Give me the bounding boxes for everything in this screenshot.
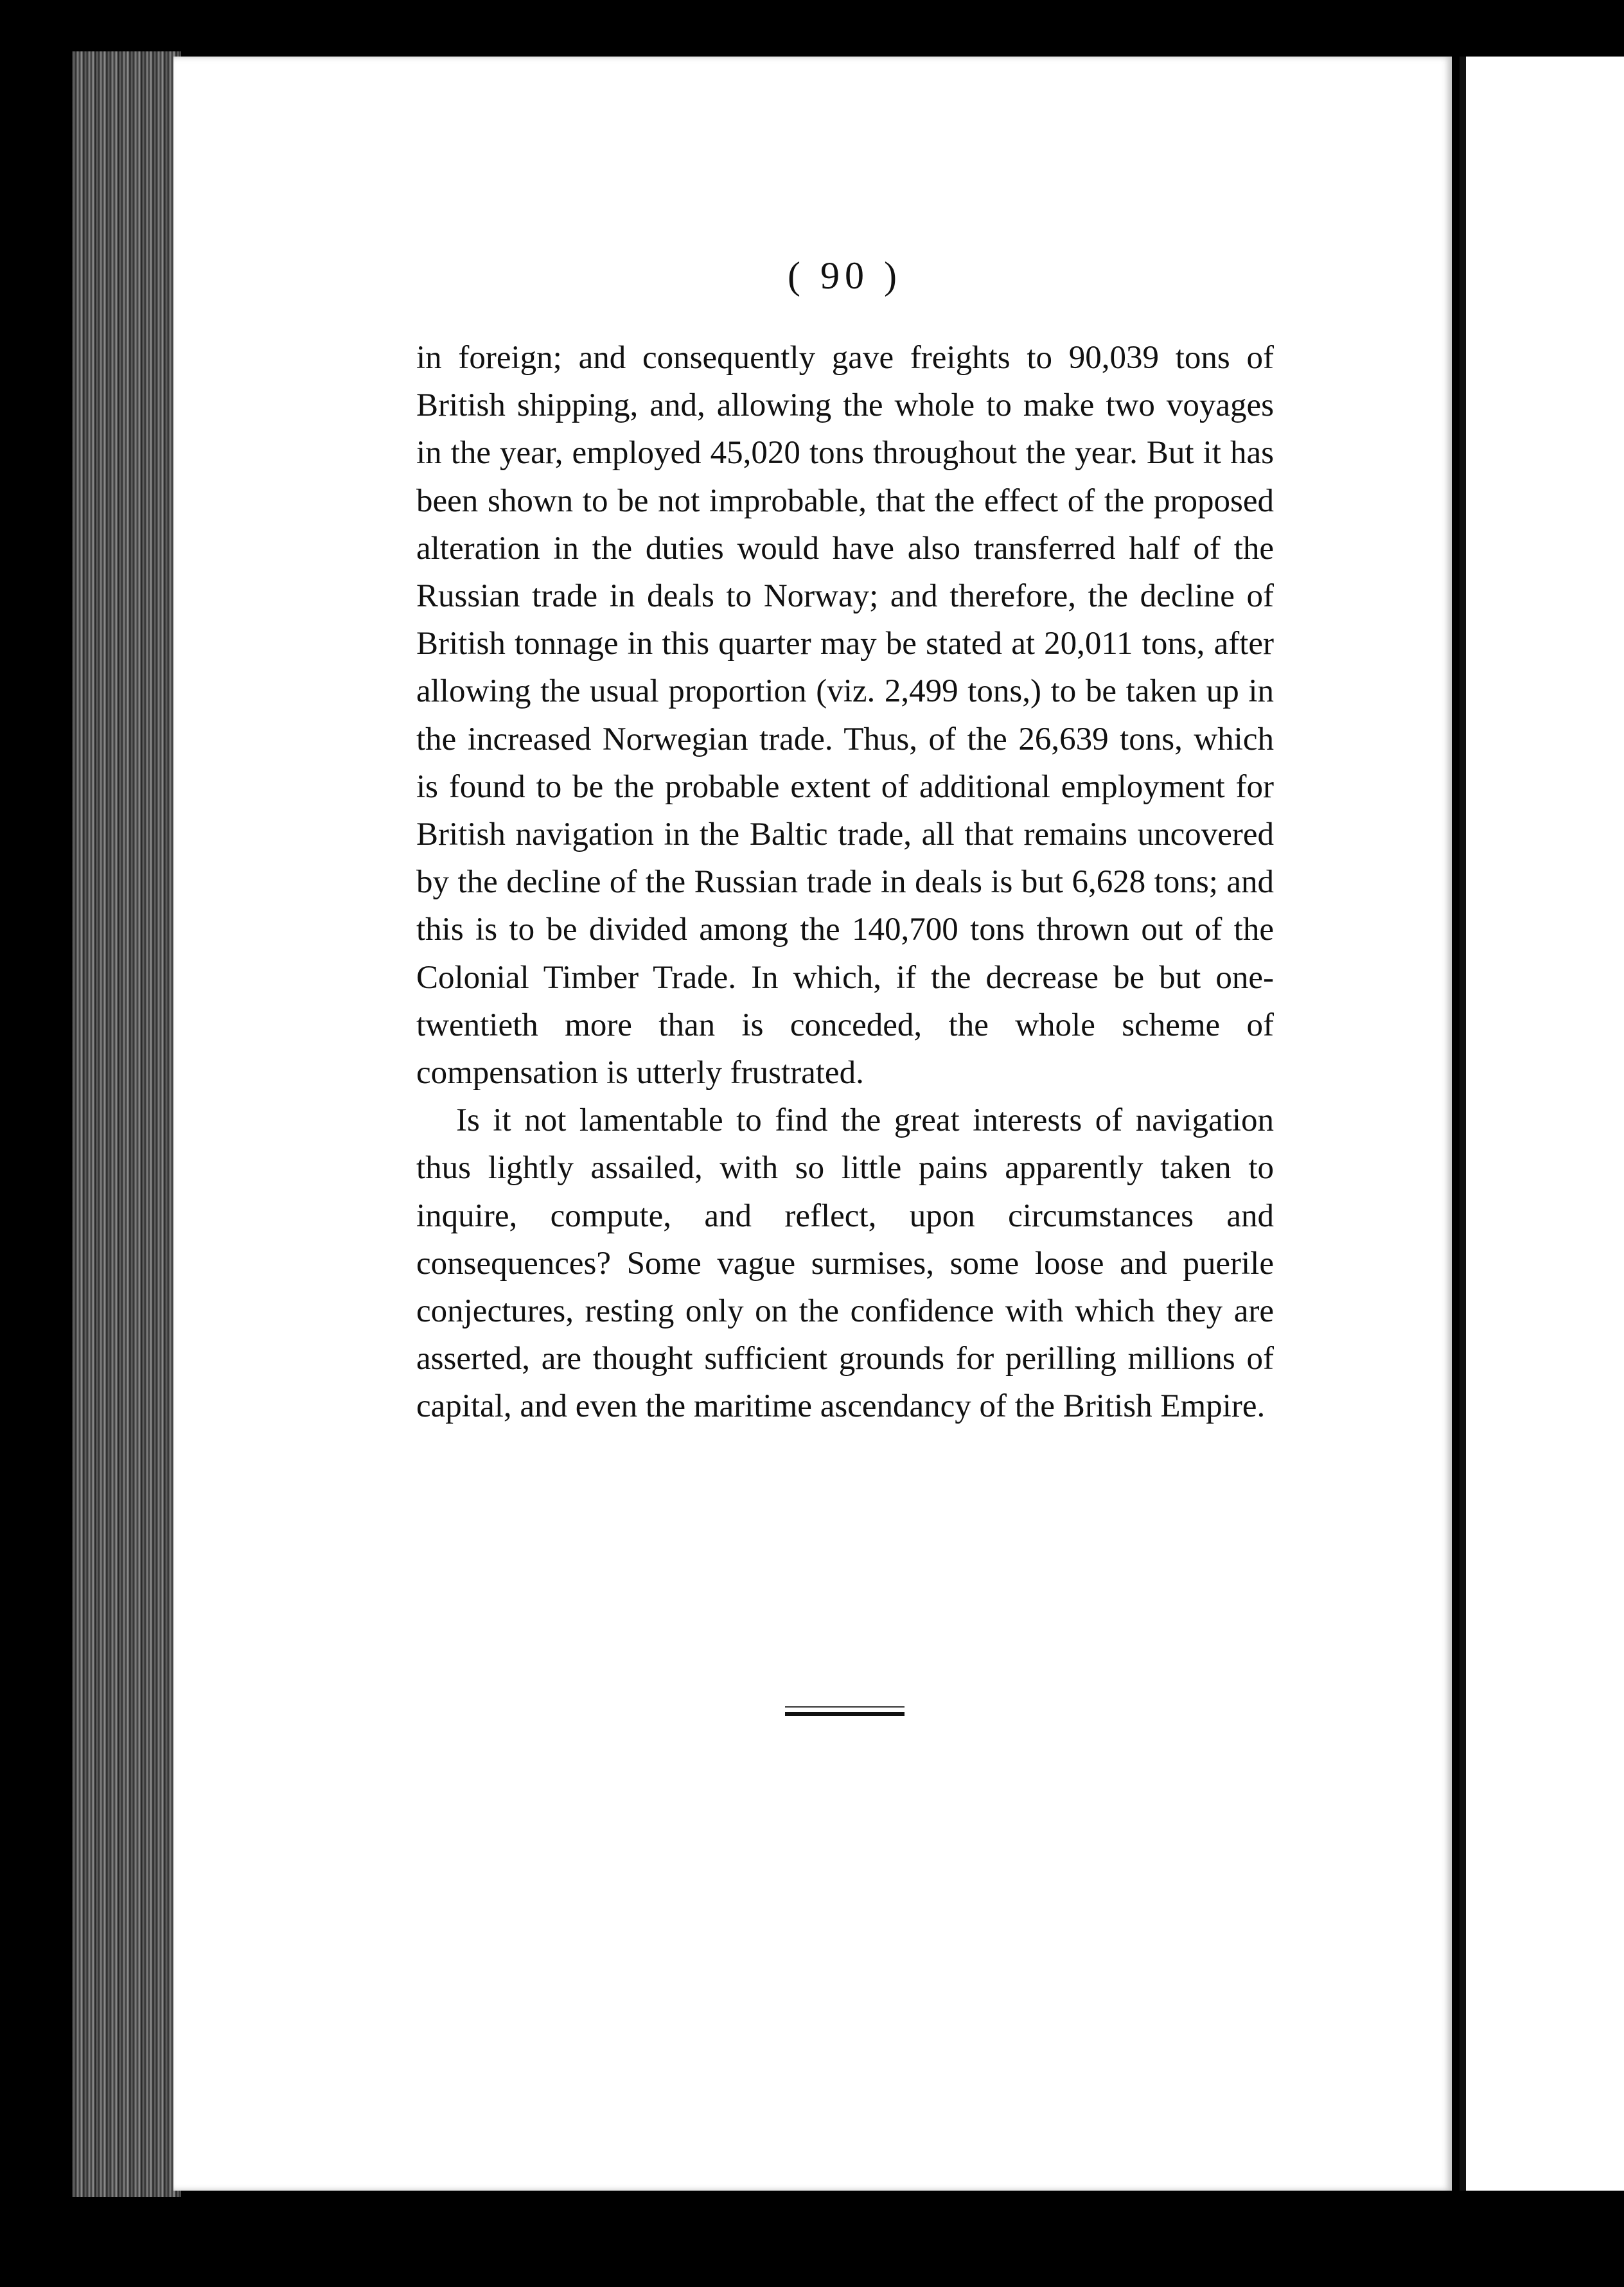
ornament-thin-line bbox=[785, 1706, 905, 1708]
book-page-edges bbox=[72, 51, 181, 2197]
paragraph-lamentable: Is it not lamentable to find the great interests of navigation thus lightly assailed, with so little pains apparently taken to inquire, compute, and reflect, upon circumstances and consequences? Some vague surmises, some loose and puerile conjectures, resting only on the confidence with which they are asserted, are thought sufficient grounds for perilling millions of capital, and even the maritime ascendancy of the British Empire. bbox=[416, 1102, 1274, 1425]
ornament-thick-line bbox=[785, 1712, 905, 1716]
end-ornament-rule bbox=[785, 1706, 905, 1717]
facing-page-edge bbox=[1460, 57, 1624, 2191]
body-text bbox=[416, 334, 1274, 1431]
page-number-header: ( 90 ) bbox=[788, 254, 902, 297]
paragraph-continuation: in foreign; and consequently gave freights to 90,039 tons of British shipping, and, allowing the whole to make two voyages in the year, employed 45,020 tons throughout the year. But it has been shown to be not improbable, that the effect of the proposed alteration in the duties would have also transferred half of the Russian trade in deals to Norway; and therefore, the decline of British tonnage in this quarter may be stated at 20,011 tons, after allowing the usual proportion (viz. 2,499 tons,) to be taken up in the increased Norwegian trade. Thus, of the 26,639 tons, which is found to be the probable extent of additional employment for British navigation in the Baltic trade, all that remains uncovered by the decline of the Russian trade in deals is but 6,628 tons; and this is to be divided among the 140,700 tons thrown out of the Colonial Timber Trade. In which, if the decrease be but one-twentieth more than is conceded, the whole scheme of compensation is utterly frustrated. bbox=[416, 340, 1274, 1091]
